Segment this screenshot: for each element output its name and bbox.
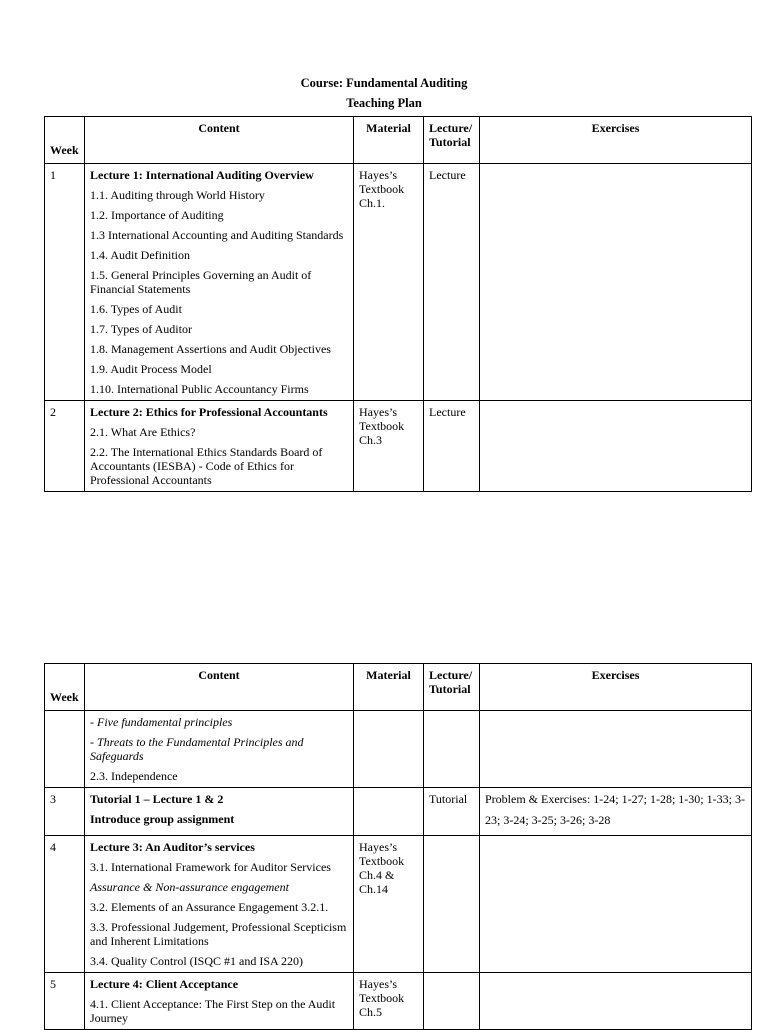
week-cell: 4	[45, 836, 85, 973]
topic-item: 3.1. International Framework for Auditor Services	[90, 860, 331, 874]
lecture-tutorial-cell	[424, 836, 480, 973]
topic-item: 2.3. Independence	[90, 769, 178, 783]
material-cell: Hayes’s Textbook Ch.1.	[354, 164, 424, 401]
header-material: Material	[354, 664, 424, 711]
topic-item: 3.2. Elements of an Assurance Engagement 3.2.1.	[90, 900, 329, 914]
topic-heading: Lecture 4: Client Acceptance	[90, 977, 239, 991]
header-week: Week	[45, 664, 85, 711]
exercises-cell	[480, 401, 752, 492]
content-cell	[85, 973, 354, 1030]
material-cell	[354, 711, 424, 788]
exercises-cell	[480, 788, 752, 836]
table-row	[45, 711, 752, 788]
lecture-tutorial-cell: Lecture	[424, 401, 480, 492]
exercises-cell	[480, 164, 752, 401]
exercises-cell	[480, 711, 752, 788]
material-cell	[354, 788, 424, 836]
topic-heading: Lecture 2: Ethics for Professional Accountants	[90, 405, 328, 419]
lecture-tutorial-cell	[424, 711, 480, 788]
material-cell: Hayes’s Textbook Ch.4 & Ch.14	[354, 836, 424, 973]
topic-item: 2.1. What Are Ethics?	[90, 425, 196, 439]
topic-item: Assurance & Non-assurance engagement	[90, 880, 289, 894]
content-cell	[85, 788, 354, 836]
topic-item: 1.3 International Accounting and Auditing Standards	[90, 228, 344, 242]
topic-item: 1.8. Management Assertions and Audit Objectives	[90, 342, 331, 356]
topic-item: 1.10. International Public Accountancy Firms	[90, 382, 309, 396]
week-cell: 2	[45, 401, 85, 492]
content-cell	[85, 836, 354, 973]
table-row	[45, 788, 752, 836]
topic-heading: Lecture 1: International Auditing Overview	[90, 168, 314, 182]
topic-item: 1.9. Audit Process Model	[90, 362, 212, 376]
week-cell	[45, 711, 85, 788]
course-title: Course: Fundamental Auditing	[300, 76, 468, 90]
header-exercises: Exercises	[480, 117, 752, 164]
topic-item: 4.1. Client Acceptance: The First Step on the Audit Journey	[90, 997, 336, 1025]
table-row	[45, 401, 752, 492]
lecture-tutorial-cell: Tutorial	[424, 788, 480, 836]
header-exercises: Exercises	[480, 664, 752, 711]
week-cell: 3	[45, 788, 85, 836]
topic-item: 1.7. Types of Auditor	[90, 322, 192, 336]
exercises-cell	[480, 836, 752, 973]
content-cell	[85, 401, 354, 492]
topic-item: - Threats to the Fundamental Principles and Safeguards	[90, 735, 304, 763]
exercises-text: Problem & Exercises: 1-24; 1-27; 1-28; 1-30; 1-33; 3-23; 3-24; 3-25; 3-26; 3-28	[485, 792, 745, 827]
topic-heading: Tutorial 1 – Lecture 1 & 2	[90, 792, 224, 806]
content-cell	[85, 164, 354, 401]
week-cell: 1	[45, 164, 85, 401]
topic-item: 2.2. The International Ethics Standards Board of Accountants (IESBA) - Code of Ethics for Professional Accountants	[90, 445, 323, 487]
topic-item: 1.2. Importance of Auditing	[90, 208, 224, 222]
topic-item: - Five fundamental principles	[90, 715, 233, 729]
lecture-tutorial-cell	[424, 973, 480, 1030]
exercises-cell	[480, 973, 752, 1030]
table-row	[45, 164, 752, 401]
topic-heading: Introduce group assignment	[90, 812, 235, 826]
topic-item: 1.1. Auditing through World History	[90, 188, 265, 202]
topic-item: 1.6. Types of Audit	[90, 302, 182, 316]
header-week: Week	[45, 117, 85, 164]
teaching-plan-title: Teaching Plan	[346, 96, 422, 110]
table-row	[45, 973, 752, 1030]
lecture-tutorial-cell: Lecture	[424, 164, 480, 401]
topic-heading: Lecture 3: An Auditor’s services	[90, 840, 255, 854]
header-lecture-tutorial: Lecture/ Tutorial	[424, 117, 480, 164]
topic-item: 3.3. Professional Judgement, Professional Scepticism and Inherent Limitations	[90, 920, 347, 948]
topic-item: 1.4. Audit Definition	[90, 248, 190, 262]
table-row	[45, 836, 752, 973]
material-cell: Hayes’s Textbook Ch.3	[354, 401, 424, 492]
content-cell	[85, 711, 354, 788]
teaching-plan-table-1	[44, 116, 752, 492]
topic-item: 1.5. General Principles Governing an Audit of Financial Statements	[90, 268, 312, 296]
material-cell: Hayes’s Textbook Ch.5	[354, 973, 424, 1030]
header-lecture-tutorial: Lecture/ Tutorial	[424, 664, 480, 711]
teaching-plan-table-2	[44, 663, 752, 1030]
topic-item: 3.4. Quality Control (ISQC #1 and ISA 220)	[90, 954, 303, 968]
header-content: Content	[85, 117, 354, 164]
week-cell: 5	[45, 973, 85, 1030]
header-content: Content	[85, 664, 354, 711]
header-material: Material	[354, 117, 424, 164]
